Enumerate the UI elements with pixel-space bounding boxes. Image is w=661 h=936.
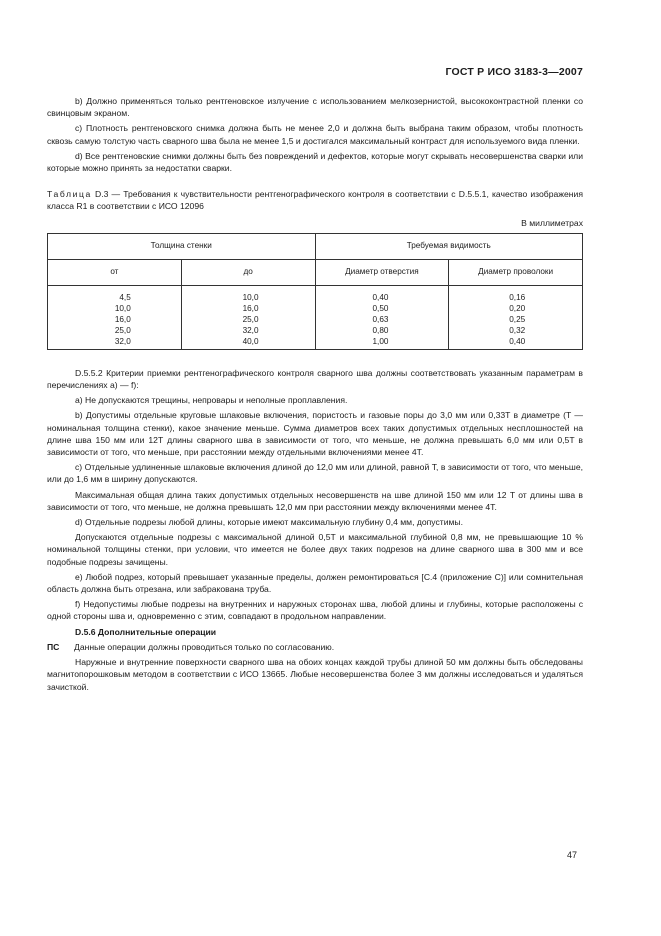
table-cell: 0,32 <box>449 325 583 336</box>
document-code-header: ГОСТ Р ИСО 3183-3—2007 <box>445 66 583 78</box>
table-cell: 32,0 <box>181 325 315 336</box>
table-row <box>48 336 583 350</box>
ps-text: Данные операции должны проводиться только по согласованию. <box>74 641 335 652</box>
table-cell: 25,0 <box>48 325 182 336</box>
paragraph-d552: D.5.5.2 Критерии приемки рентгенографического контроля сварного шва должны соответствовать указанным параметрам в перечислениях a) — f): <box>47 367 583 391</box>
table-cell: 0,63 <box>315 314 449 325</box>
table-row <box>48 314 583 325</box>
criterion-a: a) Не допускаются трещины, непровары и неполные проплавления. <box>75 395 348 406</box>
header-wall-thickness: Толщина стенки <box>48 233 316 259</box>
table-cell: 16,0 <box>48 314 182 325</box>
paragraph-c: c) Плотность рентгеновского снимка должна быть не менее 2,0 и должна быть выбрана таким образом, чтобы плотность сквозь самую толстую часть сварного шва была не менее 1,5 и достигался максимальный контраст для используемого вида пленки. <box>47 123 583 146</box>
column-to: до <box>181 259 315 285</box>
table-cell: 40,0 <box>181 336 315 350</box>
table-row <box>48 303 583 314</box>
table-cell: 0,20 <box>449 303 583 314</box>
paragraph-d: d) Все рентгеновские снимки должны быть без повреждений и дефектов, которые могут скрывать несовершенства сварки или которые можно принять за недостатки сварки. <box>47 150 583 174</box>
table-cell: 4,5 <box>48 285 182 303</box>
table-cell: 10,0 <box>181 285 315 303</box>
table-caption <box>47 188 583 212</box>
criterion-e: e) Любой подрез, который превышает указанные пределы, должен ремонтироваться [С.4 (приложение С)] или сомнительная область должна быть отрезана, или забракована труба. <box>47 571 583 595</box>
column-from: от <box>48 259 182 285</box>
ps-note <box>47 641 583 653</box>
ps-label: ПС <box>47 641 60 652</box>
table-row <box>48 285 583 303</box>
table-cell: 32,0 <box>48 336 182 350</box>
header-required-visibility: Требуемая видимость <box>315 233 583 259</box>
criterion-d: d) Отдельные подрезы любой длины, которые имеют максимальную глубину 0,4 мм, допустимы. <box>75 517 464 528</box>
criterion-c: c) Отдельные удлиненные шлаковые включения длиной до 12,0 мм или длиной, равной T, в зависимости от того, что меньше, или до 1,6 мм в ширину допускаются. <box>47 462 583 485</box>
table-caption-word: Таблица <box>47 189 92 200</box>
criterion-b: b) Допустимы отдельные круговые шлаковые включения, пористость и газовые поры до 3,0 мм или 0,33T в диаметре (T — номинальная толщина стенки), какое значение меньше. Сумма диаметров всех таких допустимых отдельных несплошностей на длине шва 150 мм или 12T длины сварного шва в зависимости от того, что меньше, не должна превышать 6,0 мм или 0,5T в зависимости от того, что меньше, при расстоянии между отдельными включениями менее 4T. <box>47 410 583 458</box>
table-cell: 0,40 <box>315 285 449 303</box>
table-cell: 0,80 <box>315 325 449 336</box>
section-heading: D.5.6 Дополнительные операции <box>75 626 217 637</box>
table-cell: 25,0 <box>181 314 315 325</box>
table-row <box>48 325 583 336</box>
criterion-d-continued: Допускаются отдельные подрезы с максимальной длиной 0,5T и максимальной глубиной 0,8 мм, не превышающие 10 % номинальной толщины стенки, при условии, что имеется не более двух таких подрезов на длине сварного шва в 300 мм и все подобные подрезы зачищены. <box>47 532 583 567</box>
table-cell: 0,16 <box>449 285 583 303</box>
sensitivity-table <box>47 233 583 350</box>
page-content <box>47 95 583 693</box>
paragraph-b: b) Должно применяться только рентгеновское излучение с использованием мелкозернистой, высококонтрастной пленки со свинцовым экраном. <box>47 96 583 119</box>
closing-paragraph: Наружные и внутренние поверхности сварного шва на обоих концах каждой трубы длиной 50 мм должны быть обследованы магнитопорошковым методом в соответствии с ИСО 13665. Любые несовершенства более 3 мм должны исследоваться и удаляться зачисткой. <box>47 657 583 692</box>
criterion-f: f) Недопустимы любые подрезы на внутренних и наружных сторонах шва, любой длины и глубины, которые расположены с одной стороны шва и, одновременно с этим, совпадают в продольном направлении. <box>47 599 583 622</box>
table-cell: 10,0 <box>48 303 182 314</box>
table-unit: В миллиметрах <box>521 217 583 228</box>
page-number: 47 <box>566 850 577 860</box>
table-caption-text: D.3 — Требования к чувствительности рентгенографического контроля в соответствии с D.5.5.1, качество изображения класса R1 в соответствии с ИСО 12096 <box>47 189 583 212</box>
table-cell: 0,25 <box>449 314 583 325</box>
column-wire-diameter: Диаметр проволоки <box>449 259 583 285</box>
table-cell: 16,0 <box>181 303 315 314</box>
table-cell: 1,00 <box>315 336 449 350</box>
table-cell: 0,50 <box>315 303 449 314</box>
table-cell: 0,40 <box>449 336 583 350</box>
column-hole-diameter: Диаметр отверстия <box>315 259 449 285</box>
criterion-c-continued: Максимальная общая длина таких допустимых отдельных несовершенств на шве длиной 150 мм или 12 T от длины шва в зависимости от того, что меньше, не должна превышать 12,0 мм при расстоянии между включениями менее 4T. <box>47 489 583 512</box>
